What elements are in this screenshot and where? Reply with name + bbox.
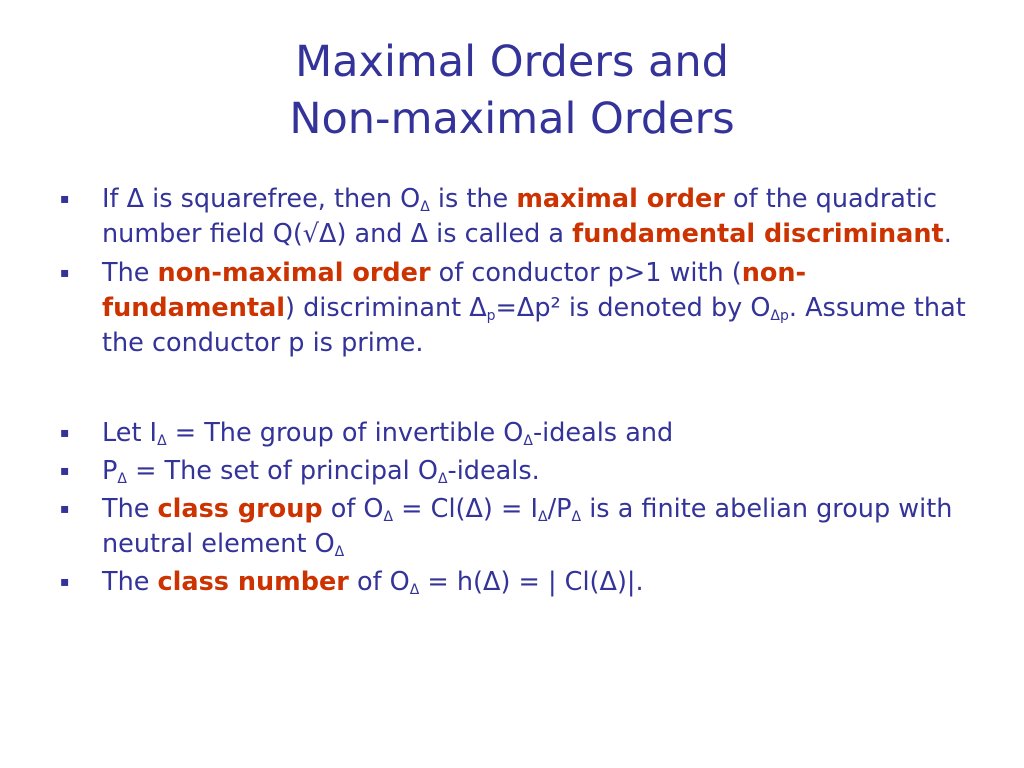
- text: of the quadratic number field Q(√Δ) and Δ is called a: [102, 184, 938, 249]
- text: If: [102, 184, 127, 214]
- bullet-class-group: [60, 492, 980, 562]
- text: of O: [348, 567, 410, 597]
- delta-subscript: Δ: [157, 433, 167, 449]
- delta-subscript: Δ: [420, 199, 430, 215]
- text: -ideals and: [532, 418, 674, 448]
- bullet-marker-icon: ▪: [60, 574, 70, 590]
- text: P: [102, 456, 118, 486]
- bullet-marker-icon: ▪: [60, 463, 70, 479]
- text: .: [943, 219, 952, 249]
- bullet-invertible-ideals: [60, 416, 980, 451]
- p-subscript: p: [486, 308, 496, 324]
- text: The: [102, 258, 158, 288]
- text: . Assume that the conductor p is prime.: [102, 293, 966, 358]
- slide-title: [0, 34, 1024, 148]
- text: is a finite abelian group with neutral element O: [102, 494, 953, 559]
- delta-subscript: Δ: [383, 509, 394, 525]
- term-non-fundamental: non-fundamental: [102, 258, 807, 323]
- delta-subscript: Δ: [537, 509, 548, 525]
- delta-subscript: Δ: [437, 471, 448, 487]
- delta-subscript: Δ: [117, 471, 127, 487]
- bullet-marker-icon: ▪: [60, 191, 70, 207]
- bullet-class-number: [60, 565, 980, 600]
- title-line-1: Maximal Orders and: [295, 37, 729, 87]
- delta-subscript: Δ: [409, 582, 420, 598]
- term-class-group: class group: [157, 494, 323, 524]
- delta-p-subscript: Δp: [770, 308, 789, 324]
- text: of O: [322, 494, 384, 524]
- text: Let I: [102, 418, 158, 448]
- term-maximal-order: maximal order: [516, 184, 725, 214]
- title-line-2: Non-maximal Orders: [289, 94, 735, 144]
- delta-subscript: Δ: [334, 544, 345, 560]
- delta-subscript: Δ: [571, 509, 582, 525]
- bullet-list: [60, 182, 980, 600]
- text: The: [102, 567, 158, 597]
- text: The: [102, 494, 158, 524]
- delta-subscript: Δ: [523, 433, 533, 449]
- bullet-marker-icon: ▪: [60, 265, 70, 281]
- bullet-marker-icon: ▪: [60, 425, 70, 441]
- term-fundamental-discriminant: fundamental discriminant: [572, 219, 944, 249]
- text: ) discriminant Δ: [285, 293, 487, 323]
- term-class-number: class number: [157, 567, 349, 597]
- term-non-maximal-order: non-maximal order: [157, 258, 431, 288]
- text: -ideals.: [447, 456, 540, 486]
- bullet-maximal-order: [60, 182, 980, 252]
- text: is the: [429, 184, 517, 214]
- text: of conductor p>1 with (: [430, 258, 742, 288]
- text: = h(Δ) = | Cl(Δ)|.: [419, 567, 644, 597]
- text: = The group of invertible O: [166, 418, 524, 448]
- text: = Cl(Δ) = I: [393, 494, 538, 524]
- text: = The set of principal O: [126, 456, 438, 486]
- delta-symbol: Δ: [126, 184, 145, 214]
- bullet-marker-icon: ▪: [60, 501, 70, 517]
- bullet-non-maximal-order: [60, 256, 980, 361]
- bullet-principal-ideals: [60, 454, 980, 489]
- text: =Δp² is denoted by O: [495, 293, 771, 323]
- text: /P: [547, 494, 572, 524]
- text: is squarefree, then O: [144, 184, 421, 214]
